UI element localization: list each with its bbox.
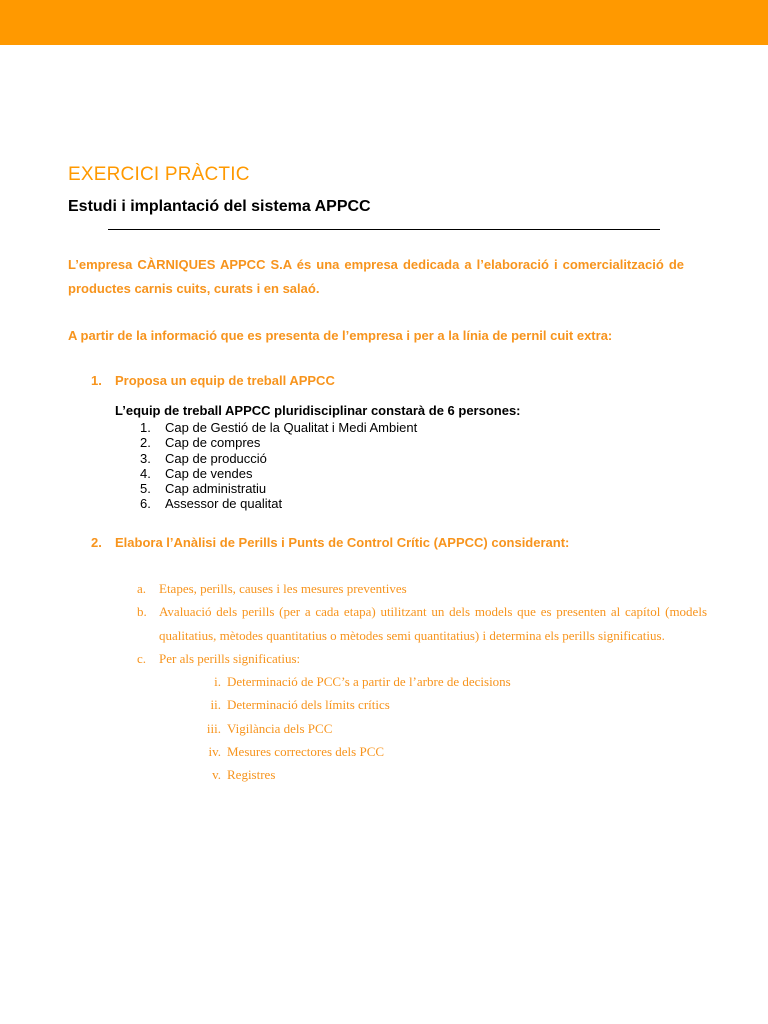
title-divider	[108, 229, 660, 230]
question-text: Elabora l’Anàlisi de Perills i Punts de Control Crític (APPCC) considerant:	[115, 535, 570, 550]
list-item	[159, 740, 707, 763]
list-text: Cap de compres	[165, 435, 261, 451]
company-intro: L’empresa CÀRNIQUES APPCC S.A és una empresa dedicada a l’elaboració i comercialització de productes carnis cuits, curats i en salaó.	[68, 257, 684, 296]
question-number: 1.	[91, 373, 102, 388]
page-subtitle: Estudi i implantació del sistema APPCC	[68, 198, 371, 215]
list-text: Vigilància dels PCC	[227, 720, 333, 736]
list-number: 1.	[140, 420, 151, 435]
team-list	[140, 420, 417, 512]
list-number: 2.	[140, 435, 151, 451]
list-text: Cap de vendes	[165, 465, 253, 481]
list-marker: i.	[214, 674, 221, 690]
considerations-list	[137, 577, 707, 787]
list-item	[159, 763, 707, 786]
list-number: 5.	[140, 481, 151, 497]
list-text: Assessor de qualitat	[165, 496, 283, 512]
list-marker: a.	[137, 581, 147, 596]
list-text: Registres	[227, 767, 276, 783]
question-2	[91, 535, 569, 550]
list-item	[140, 451, 417, 466]
list-marker: iv.	[208, 744, 221, 760]
team-intro: L’equip de treball APPCC pluridisciplinar constarà de 6 persones:	[115, 403, 521, 418]
question-number: 2.	[91, 535, 102, 550]
list-number: 3.	[140, 450, 151, 466]
list-marker: v.	[212, 767, 221, 783]
list-item	[159, 717, 707, 740]
list-text: Cap de producció	[165, 450, 267, 466]
list-text: Avaluació dels perills (per a cada etapa) utilitzant un dels models que es presenten al capítol (models qualitatius, mètodes quantitatius o mètodes semi quantitatius) i determina els perills significatius.	[159, 604, 707, 643]
list-item	[159, 693, 707, 716]
list-item	[140, 466, 417, 481]
list-item	[140, 435, 417, 450]
list-text: Determinació de PCC’s a partir de l’arbre de decisions	[227, 674, 511, 690]
list-item	[159, 670, 707, 693]
exercise-intro: A partir de la informació que es presenta de l’empresa i per a la línia de pernil cuit extra:	[68, 328, 613, 343]
list-item	[137, 647, 707, 787]
list-item	[137, 600, 707, 647]
list-item	[137, 577, 707, 600]
list-item	[140, 481, 417, 496]
list-number: 6.	[140, 496, 151, 512]
page-title: EXERCICI PRÀCTIC	[68, 164, 250, 185]
list-text: Cap administratiu	[165, 481, 267, 497]
list-item	[140, 420, 417, 435]
significant-list	[159, 670, 707, 786]
header-accent-bar	[0, 0, 768, 45]
list-item	[140, 496, 417, 511]
list-text: Etapes, perills, causes i les mesures preventives	[159, 581, 407, 596]
list-text: Per als perills significatius:	[159, 650, 301, 666]
list-marker: c.	[137, 650, 147, 666]
list-marker: b.	[137, 604, 147, 620]
list-marker: ii.	[210, 697, 221, 713]
question-1	[91, 373, 335, 388]
list-number: 4.	[140, 465, 151, 481]
list-text: Mesures correctores dels PCC	[227, 744, 385, 760]
list-text: Cap de Gestió de la Qualitat i Medi Ambient	[165, 420, 418, 435]
question-text: Proposa un equip de treball APPCC	[115, 373, 335, 388]
list-text: Determinació dels límits crítics	[227, 697, 390, 713]
list-marker: iii.	[206, 720, 221, 736]
